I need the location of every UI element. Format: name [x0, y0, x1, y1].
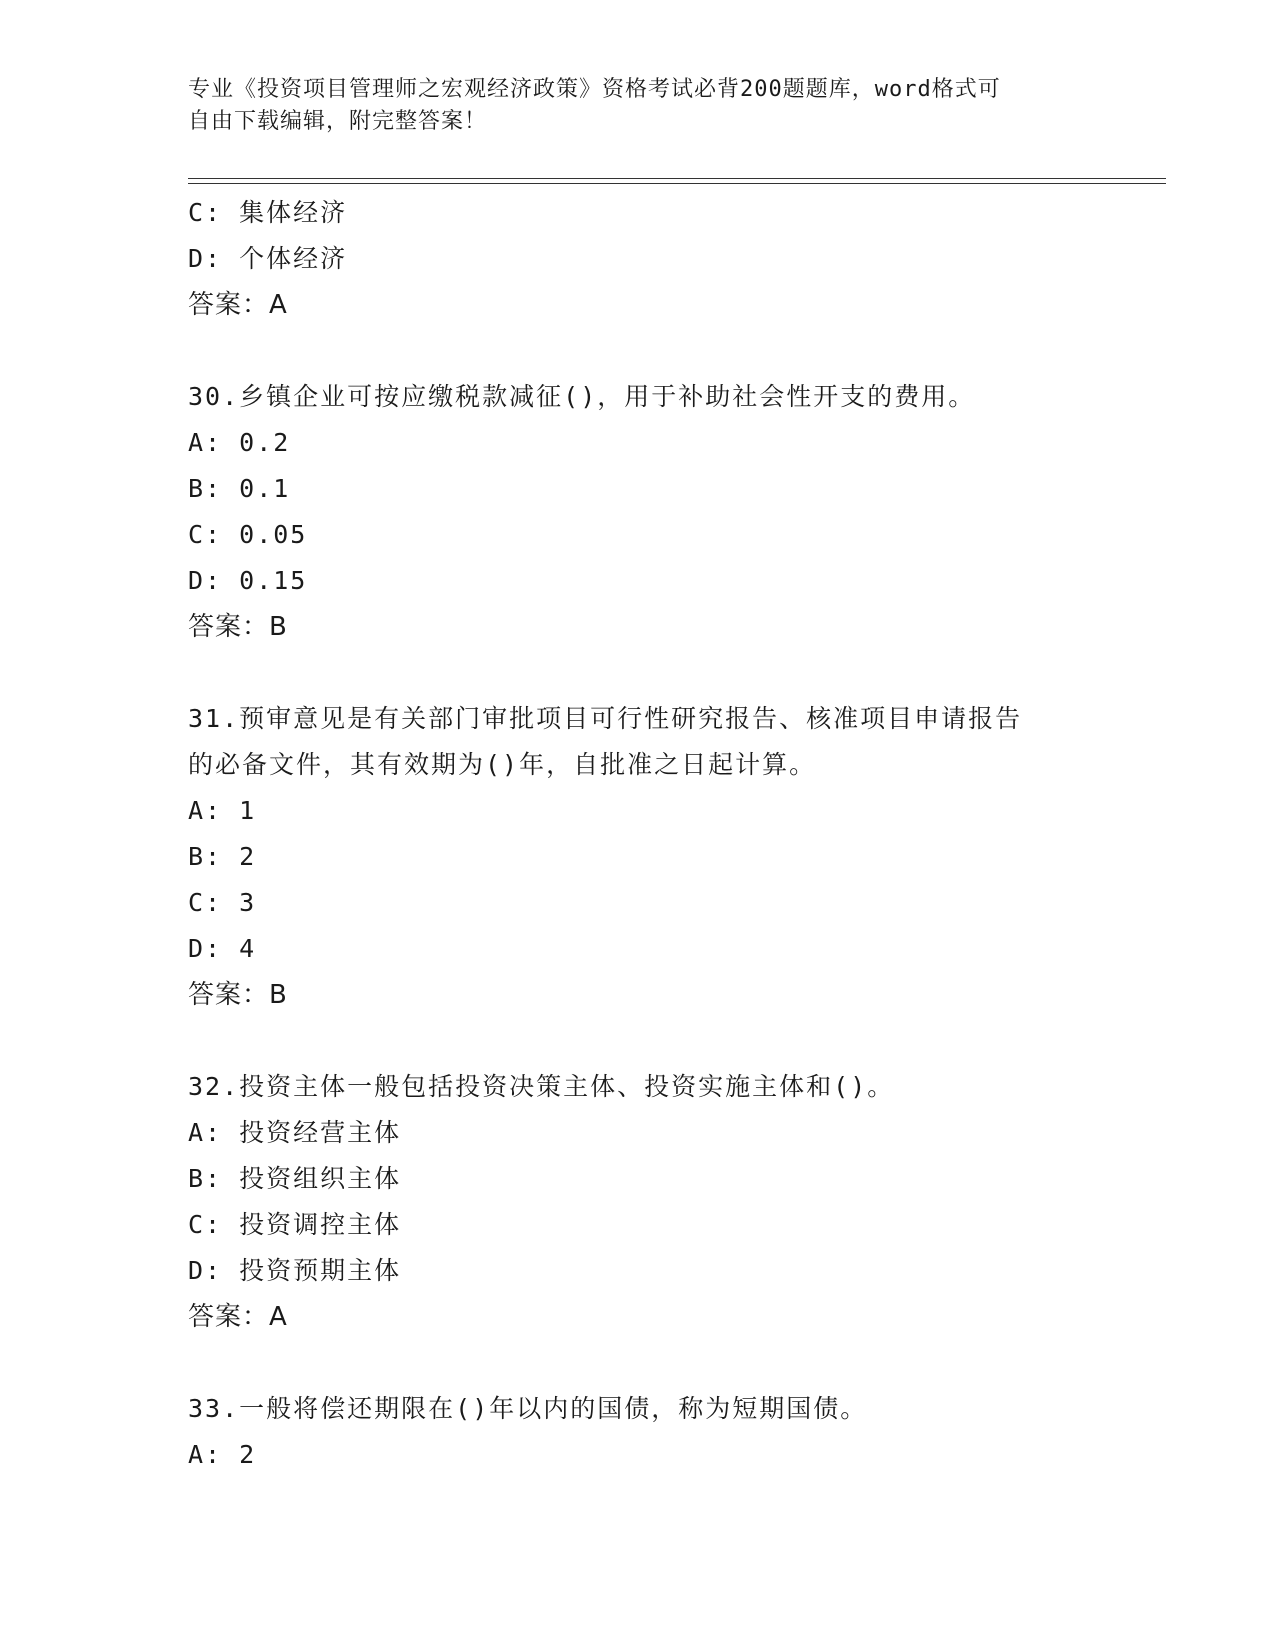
option-a: A: 投资经营主体: [188, 1118, 402, 1147]
document-header: [188, 74, 1088, 138]
question-block-prev: [188, 190, 1088, 328]
question-block-30: [188, 374, 1088, 650]
question-block-31: [188, 696, 1088, 1018]
spacer: [188, 1018, 1088, 1064]
option-c: C: 集体经济: [188, 198, 348, 227]
option-b: B: 0.1: [188, 474, 291, 503]
answer-line: 答案：A: [188, 290, 288, 320]
question-stem-line-2: 的必备文件，其有效期为()年，自批准之日起计算。: [188, 750, 817, 779]
header-title-line-2: 自由下载编辑，附完整答案！: [188, 109, 488, 134]
option-b: B: 投资组织主体: [188, 1164, 402, 1193]
option-a: A: 2: [188, 1440, 257, 1469]
option-d: D: 投资预期主体: [188, 1256, 402, 1285]
option-c: C: 0.05: [188, 520, 308, 549]
header-title-line-1: 专业《投资项目管理师之宏观经济政策》资格考试必背200题题库，word格式可: [188, 77, 1001, 102]
option-c: C: 3: [188, 888, 257, 917]
answer-line: 答案：B: [188, 980, 288, 1010]
spacer: [188, 328, 1088, 374]
answer-line: 答案：A: [188, 1302, 288, 1332]
question-stem-line-1: 31.预审意见是有关部门审批项目可行性研究报告、核准项目申请报告: [188, 704, 1023, 733]
question-block-32: [188, 1064, 1088, 1340]
option-d: D: 0.15: [188, 566, 308, 595]
option-b: B: 2: [188, 842, 257, 871]
spacer: [188, 1340, 1088, 1386]
option-d: D: 个体经济: [188, 244, 348, 273]
question-stem: 32.投资主体一般包括投资决策主体、投资实施主体和()。: [188, 1072, 895, 1101]
option-c: C: 投资调控主体: [188, 1210, 402, 1239]
question-stem: 30.乡镇企业可按应缴税款减征()，用于补助社会性开支的费用。: [188, 382, 976, 411]
question-block-33: [188, 1386, 1088, 1478]
spacer: [188, 650, 1088, 696]
header-divider-bottom: [188, 183, 1166, 184]
header-divider-top: [188, 178, 1166, 179]
answer-line: 答案：B: [188, 612, 288, 642]
option-a: A: 1: [188, 796, 257, 825]
option-d: D: 4: [188, 934, 257, 963]
option-a: A: 0.2: [188, 428, 291, 457]
question-list: [188, 190, 1088, 1478]
question-stem: 33.一般将偿还期限在()年以内的国债，称为短期国债。: [188, 1394, 868, 1423]
